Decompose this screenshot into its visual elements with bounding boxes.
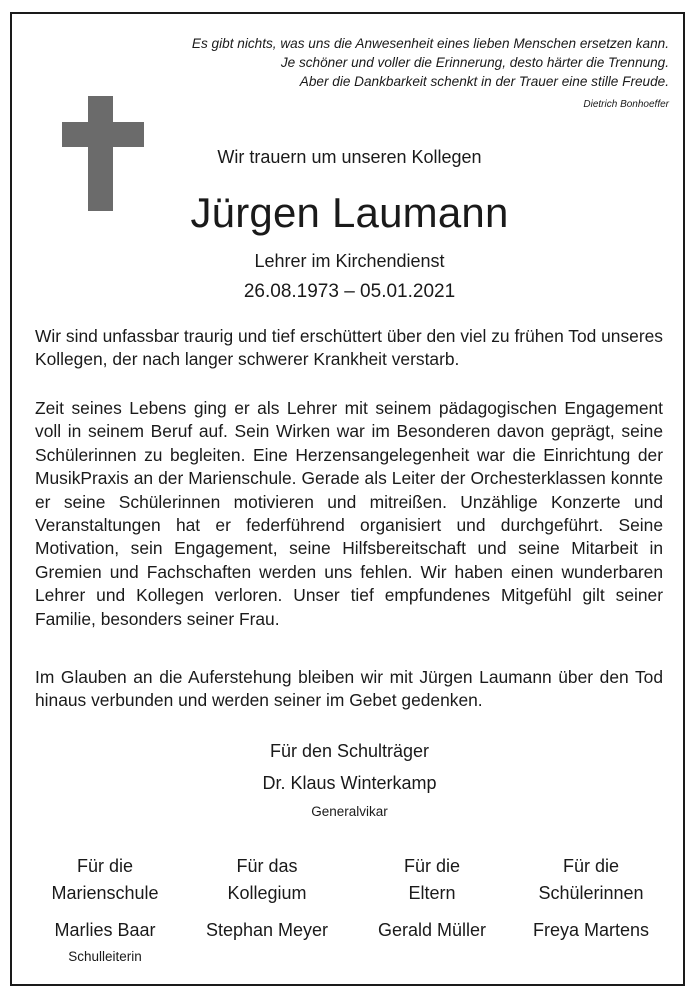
group-label: Eltern — [408, 883, 456, 903]
signatory-name: Dr. Klaus Winterkamp — [262, 773, 437, 793]
group-signer: Marlies Baar — [54, 920, 156, 940]
signatory-for: Für den Schulträger — [269, 741, 430, 761]
group-label: Für das — [236, 856, 298, 876]
quote-line: Es gibt nichts, was uns die Anwesenheit eines lieben Menschen ersetzen kann. — [191, 36, 669, 51]
group-label: Für die — [76, 856, 134, 876]
group-signer-title: Schulleiterin — [68, 949, 142, 964]
paragraph-3: Im Glauben an die Auferstehung bleiben wir mit Jürgen Laumann über den Tod hinaus verbunden und werden seiner im Gebet gedenken. — [35, 667, 663, 711]
group-signer: Gerald Müller — [377, 920, 487, 940]
group-label: Kollegium — [227, 883, 307, 903]
group-label: Schülerinnen — [538, 883, 644, 903]
group-label: Für die — [403, 856, 461, 876]
paragraph-2: Zeit seines Lebens ging er als Lehrer mit seinem pädagogischen Engagement voll in seinem Beruf auf. Sein Wirken war im Besonderen davon geprägt, seine Schülerinnen zu begleiten. Eine Herzensangelegenheit war die Einrichtung der MusikPraxis an der Marienschule. Gerade als Leiter der Orchesterklassen konnte er seine Schülerinnen motivieren und mitreißen. Unzählige Konzerte und Veranstaltungen hat er federführend organisiert und durchgeführt. Seine Motivation, sein Engagement, seine Hilfsbereitschaft und seine Mitarbeit in Gremien und Fachschaften werden uns fehlen. Wir haben einen wunderbaren Lehrer und Kollegen verloren. Unser tief empfundenes Mitgefühl gilt seiner Familie, besonders seiner Frau. — [35, 398, 663, 629]
signatory-title: Generalvikar — [311, 804, 388, 819]
intro-line: Wir trauern um unseren Kollegen — [217, 147, 482, 167]
quote-author: Dietrich Bonhoeffer — [583, 99, 669, 110]
deceased-role: Lehrer im Kirchendienst — [254, 251, 445, 271]
quote-line: Aber die Dankbarkeit schenkt in der Trauer eine stille Freude. — [299, 74, 669, 89]
group-label: Für die — [562, 856, 620, 876]
group-eltern — [347, 853, 517, 944]
group-signer: Freya Martens — [532, 920, 650, 940]
group-marienschule — [20, 853, 190, 966]
life-dates: 26.08.1973 – 05.01.2021 — [243, 281, 456, 302]
epigraph-quote — [109, 34, 669, 114]
group-kollegium — [182, 853, 352, 944]
quote-line: Je schöner und voller die Erinnerung, desto härter die Trennung. — [280, 55, 669, 70]
paragraph-1: Wir sind unfassbar traurig und tief erschüttert über den viel zu frühen Tod unseres Kollegen, der nach langer schwerer Krankheit verstarb. — [35, 326, 664, 370]
group-signer: Stephan Meyer — [205, 920, 329, 940]
group-schuelerinnen — [506, 853, 676, 944]
deceased-name: Jürgen Laumann — [190, 189, 509, 236]
group-label: Marienschule — [51, 883, 159, 903]
